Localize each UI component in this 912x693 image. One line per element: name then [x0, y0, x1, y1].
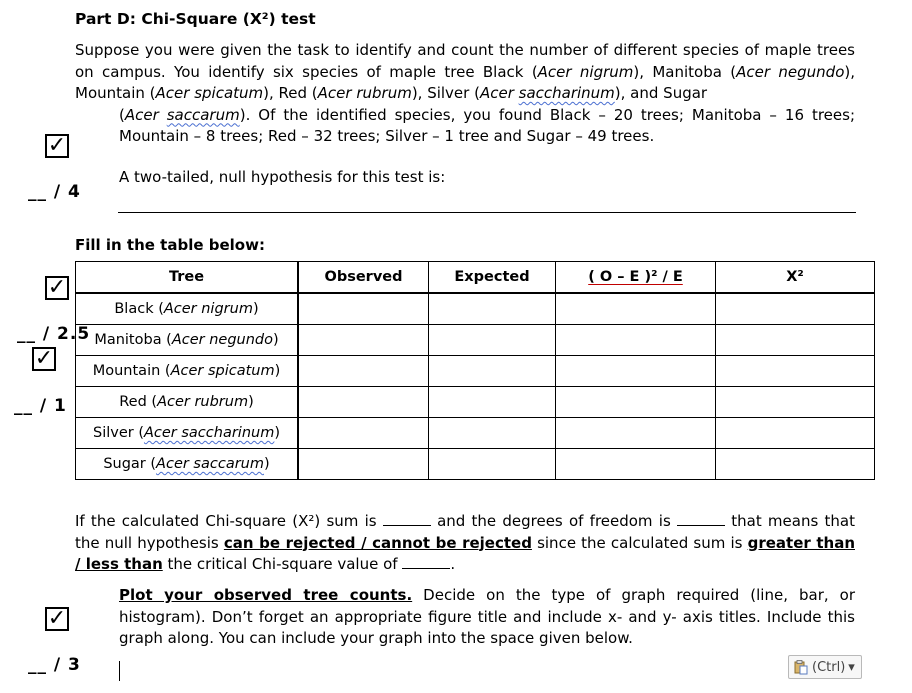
observed-cell[interactable] — [298, 449, 429, 480]
o-e-cell[interactable] — [556, 449, 716, 480]
expected-cell[interactable] — [429, 293, 556, 325]
check-icon: ✓ — [47, 133, 67, 158]
tree-name: Red (Acer rubrum) — [76, 387, 299, 418]
checkbox-2[interactable] — [45, 276, 69, 300]
table-row — [76, 293, 875, 325]
o-e-cell[interactable] — [556, 293, 716, 325]
expected-cell[interactable] — [429, 418, 556, 449]
table-row — [76, 387, 875, 418]
o-e-cell[interactable] — [556, 356, 716, 387]
header-x2: X² — [716, 262, 875, 294]
header-tree: Tree — [76, 262, 299, 294]
checkbox-1[interactable] — [45, 134, 69, 158]
x2-cell[interactable] — [716, 356, 875, 387]
o-e-cell[interactable] — [556, 387, 716, 418]
header-observed: Observed — [298, 262, 429, 294]
observed-cell[interactable] — [298, 387, 429, 418]
table-header-row — [76, 262, 875, 294]
expected-cell[interactable] — [429, 387, 556, 418]
x2-cell[interactable] — [716, 325, 875, 356]
paste-options-label: (Ctrl) — [812, 659, 846, 675]
score-hypothesis: __ / 4 — [28, 182, 81, 202]
check-icon: ✓ — [34, 346, 54, 371]
table-row — [76, 325, 875, 356]
intro-paragraph: Suppose you were given the task to identify and count the number of different species of maple trees on campus. You identify six species of maple tree Black (Acer nigrum), Manitoba (Acer negundo), Mountain (Acer spicatum), Red (Acer rubrum), Silver (Acer saccharinum), and Sugar (Acer saccarum). Of the identified species, you found Black – 20 trees; Manitoba – 16 trees; Mountain – 8 trees; Red – 32 trees; Silver – 1 tree and Sugar – 49 trees. — [75, 41, 855, 145]
table-row — [76, 356, 875, 387]
x2-cell[interactable] — [716, 449, 875, 480]
part-title: Part D: Chi-Square (X²) test — [75, 10, 316, 28]
score-table-b: __ / 1 — [14, 396, 67, 416]
checkbox-3[interactable] — [32, 347, 56, 371]
conclusion-paragraph: If the calculated Chi-square (X²) sum is and the degrees of freedom is that means that the null hypothesis can be rejected / cannot be rejected since the calculated sum is greater than / less than the critical Chi-square value of . — [75, 512, 855, 573]
x2-cell[interactable] — [716, 293, 875, 325]
text-cursor — [119, 661, 120, 681]
plot-instructions: Plot your observed tree counts. Decide on the type of graph required (line, bar, or histogram). Don’t forget an appropriate figure title and include x- and y- axis titles. Include this graph along. You can include your graph into the space given below. — [119, 586, 855, 647]
o-e-cell[interactable] — [556, 325, 716, 356]
paste-options-button[interactable] — [788, 655, 862, 679]
tree-name: Mountain (Acer spicatum) — [76, 356, 299, 387]
x2-cell[interactable] — [716, 387, 875, 418]
tree-name: Black (Acer nigrum) — [76, 293, 299, 325]
chi-sum-blank[interactable] — [383, 511, 431, 526]
score-table: __ / 2.5 — [17, 324, 91, 344]
chi-square-table — [75, 261, 875, 480]
header-o-e: ( O – E )² / E — [556, 262, 716, 294]
header-expected: Expected — [429, 262, 556, 294]
df-blank[interactable] — [677, 511, 725, 526]
table-row — [76, 418, 875, 449]
critical-value-blank[interactable] — [402, 554, 450, 569]
tree-name: Silver (Acer saccharinum) — [76, 418, 299, 449]
expected-cell[interactable] — [429, 325, 556, 356]
observed-cell[interactable] — [298, 356, 429, 387]
expected-cell[interactable] — [429, 356, 556, 387]
observed-cell[interactable] — [298, 418, 429, 449]
observed-cell[interactable] — [298, 293, 429, 325]
table-row — [76, 449, 875, 480]
x2-cell[interactable] — [716, 418, 875, 449]
tree-name: Manitoba (Acer negundo) — [76, 325, 299, 356]
fill-in-label: Fill in the table below: — [75, 236, 265, 254]
observed-cell[interactable] — [298, 325, 429, 356]
hypothesis-answer-line[interactable] — [118, 212, 856, 213]
check-icon: ✓ — [47, 275, 67, 300]
chevron-down-icon: ▾ — [848, 659, 855, 675]
checkbox-4[interactable] — [45, 607, 69, 631]
check-icon: ✓ — [47, 606, 67, 631]
tree-name: Sugar (Acer saccarum) — [76, 449, 299, 480]
score-plot: __ / 3 — [28, 655, 81, 675]
o-e-cell[interactable] — [556, 418, 716, 449]
clipboard-icon — [793, 659, 809, 675]
expected-cell[interactable] — [429, 449, 556, 480]
hypothesis-prompt: A two-tailed, null hypothesis for this test is: — [119, 168, 446, 186]
